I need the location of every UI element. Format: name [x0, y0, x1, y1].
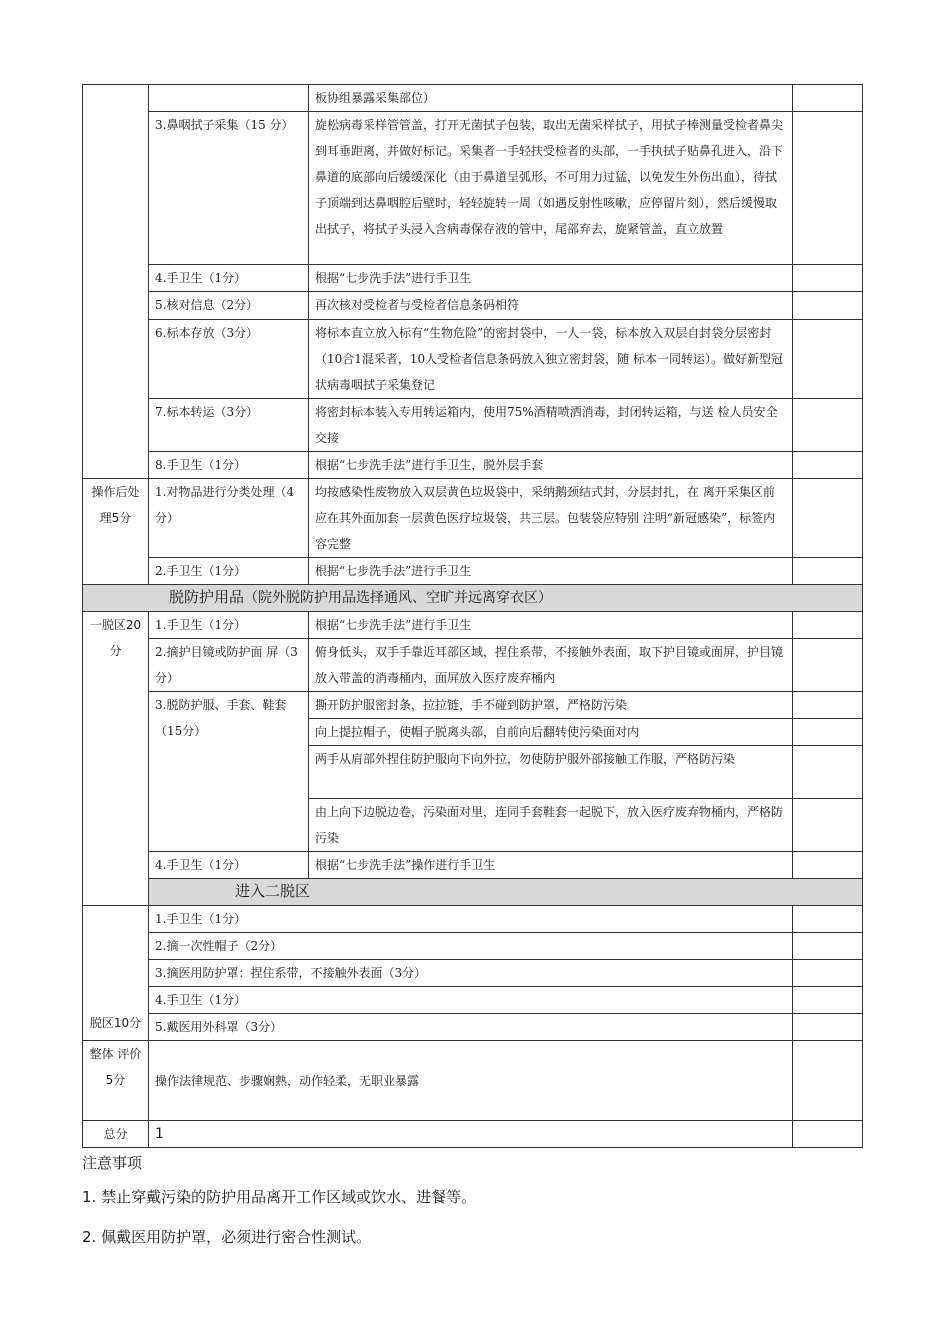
content-cell: 板协组暴露采集部位） [309, 85, 793, 112]
step-cell: 4.手卫生（1分） [149, 265, 309, 292]
score-cell [793, 85, 863, 112]
content-cell: 向上提拉帽子，使帽子脱离头部，自前向后翻转使污染面对内 [309, 719, 793, 746]
table-row [83, 1041, 863, 1121]
step-cell: 2.手卫生（1分） [149, 558, 309, 585]
score-cell [793, 265, 863, 292]
table-row [83, 85, 863, 112]
content-cell: 旋松病毒采样管管盖，打开无菌拭子包装，取出无菌采样拭子，用拭子棒测量受检者鼻尖到耳垂距离，并做好标记。采集者一手轻扶受检者的头部，一手执拭子贴鼻孔进入，沿下鼻道的底部向后缓缓深化（由于鼻道呈弧形，不可用力过猛，以免发生外伤出血），待拭子顶端到达鼻咽腔后壁时，轻轻旋转一周（如遇反射性咳嗽，应停留片刻），然后缓慢取出拭子，将拭子头浸入含病毒保存液的管中，尾部弃去，旋紧管盖，直立放置 [309, 112, 793, 265]
score-cell [793, 799, 863, 852]
step-cell: 3.鼻咽拭子采集（15 分） [149, 112, 309, 265]
table-row [83, 265, 863, 292]
content-cell: 由上向下边脱边卷，污染面对里，连同手套鞋套一起脱下，放入医疗废弃物桶内，严格防污染 [309, 799, 793, 852]
table-row [83, 452, 863, 479]
table-row [83, 292, 863, 320]
total-value: 1 [149, 1121, 793, 1148]
score-cell [793, 906, 863, 933]
score-cell [793, 746, 863, 799]
score-cell [793, 320, 863, 399]
content-cell: 均按感染性废物放入双层黄色垃圾袋中，采纳鹅颈结式封，分层封扎，在 离开采集区前应在其外面加套一层黄色医疗垃圾袋，共三层。包装袋应特别 注明“新冠感染”，标签内容完整 [309, 479, 793, 558]
step-cell: 2.摘护目镜或防护面 屏（3分） [149, 639, 309, 692]
table-row [83, 399, 863, 452]
table-row [83, 639, 863, 692]
score-cell [793, 987, 863, 1014]
table-row [83, 320, 863, 399]
table-row [83, 987, 863, 1014]
category-cell: 一脱区20分 [83, 612, 149, 906]
score-cell [793, 112, 863, 265]
score-cell [793, 558, 863, 585]
table-row [83, 112, 863, 265]
category-cell: 脱区10分 [83, 906, 149, 1041]
content-cell: 根据“七步洗手法”进行手卫生 [309, 558, 793, 585]
score-cell [793, 479, 863, 558]
table-row [83, 852, 863, 879]
section-banner-title: 进入二脱区 [235, 882, 311, 900]
category-cell-empty [83, 85, 149, 479]
note-item: 2. 佩戴医用防护罩，必须进行密合性测试。 [82, 1228, 372, 1246]
note-item: 1. 禁止穿戴污染的防护用品离开工作区域或饮水、进餐等。 [82, 1188, 477, 1206]
content-cell: 撕开防护服密封条，拉拉链，手不碰到防护罩，严格防污染 [309, 692, 793, 719]
content-cell: 根据“七步洗手法”进行手卫生，脱外层手套 [309, 452, 793, 479]
content-cell: 俯身低头，双手手靠近耳部区域，捏住系带，不接触外表面，取下护目镜或面屏，护目镜放入带盖的消毒桶内，面屏放入医疗废弃桶内 [309, 639, 793, 692]
item-cell: 3.摘医用防护罩：捏住系带，不接触外表面（3分） [149, 960, 793, 987]
score-cell [793, 933, 863, 960]
notes-section [82, 1150, 862, 1264]
table-row [83, 1014, 863, 1041]
score-cell [793, 1041, 863, 1121]
table-row [83, 479, 863, 558]
score-cell [793, 639, 863, 692]
score-cell [793, 692, 863, 719]
score-cell [793, 452, 863, 479]
content-cell: 将密封标本装入专用转运箱内，使用75%酒精喷洒消毒，封闭转运箱，与送 检人员安全交接 [309, 399, 793, 452]
score-cell [793, 612, 863, 639]
table-row [83, 1121, 863, 1148]
step-cell: 3.脱防护服、手套、鞋套（15分） [149, 692, 309, 852]
step-cell: 7.标本转运（3分） [149, 399, 309, 452]
table-row [83, 960, 863, 987]
content-cell: 根据“七步洗手法”进行手卫生 [309, 265, 793, 292]
score-cell [793, 1014, 863, 1041]
step-cell: 1.对物品进行分类处理（4分） [149, 479, 309, 558]
step-cell-empty [149, 85, 309, 112]
item-cell: 1.手卫生（1分） [149, 906, 793, 933]
content-cell: 再次核对受检者与受检者信息条码相符 [309, 292, 793, 320]
score-cell [793, 960, 863, 987]
table-row [83, 558, 863, 585]
item-cell: 操作法律规范、步骤娴熟，动作轻柔，无职业暴露 [149, 1041, 793, 1121]
section-banner [83, 585, 863, 612]
step-cell: 5.核对信息（2分） [149, 292, 309, 320]
step-cell: 1.手卫生（1分） [149, 612, 309, 639]
score-cell [793, 852, 863, 879]
total-label: 总分 [83, 1121, 149, 1148]
table-row [83, 906, 863, 933]
assessment-table [82, 84, 863, 1148]
score-cell [793, 1121, 863, 1148]
notes-title: 注意事项 [82, 1154, 143, 1172]
content-cell: 两手从肩部外捏住防护服向下向外拉，勿使防护服外部接触工作服，严格防污染 [309, 746, 793, 799]
table-row [83, 692, 863, 719]
content-cell: 根据“七步洗手法”进行手卫生 [309, 612, 793, 639]
item-cell: 2.摘一次性帽子（2分） [149, 933, 793, 960]
section-banner-cell [149, 879, 863, 906]
score-cell [793, 399, 863, 452]
step-cell: 6.标本存放（3分） [149, 320, 309, 399]
section-banner-cell [83, 585, 863, 612]
table-row [83, 612, 863, 639]
score-cell [793, 719, 863, 746]
table-row [83, 933, 863, 960]
step-cell: 4.手卫生（1分） [149, 852, 309, 879]
category-cell: 操作后处理5分 [83, 479, 149, 585]
step-cell: 8.手卫生（1分） [149, 452, 309, 479]
section-banner-title: 脱防护用品 [169, 588, 245, 606]
content-cell: 根据“七步洗手法”操作进行手卫生 [309, 852, 793, 879]
content-cell: 将标本直立放入标有“生物危险”的密封袋中，一人一袋，标本放入双层自封袋分层密封（10合1混采者，10人受检者信息条码放入独立密封袋，随 标本一同转运）。做好新型冠状病毒咽拭子采集登记 [309, 320, 793, 399]
section-banner-subtitle: （院外脱防护用品选择通风、空旷并远离穿衣区） [244, 590, 553, 606]
item-cell: 4.手卫生（1分） [149, 987, 793, 1014]
score-cell [793, 292, 863, 320]
item-cell: 5.戴医用外科罩（3分） [149, 1014, 793, 1041]
category-cell: 整体 评价 5分 [83, 1041, 149, 1121]
section-banner [83, 879, 863, 906]
